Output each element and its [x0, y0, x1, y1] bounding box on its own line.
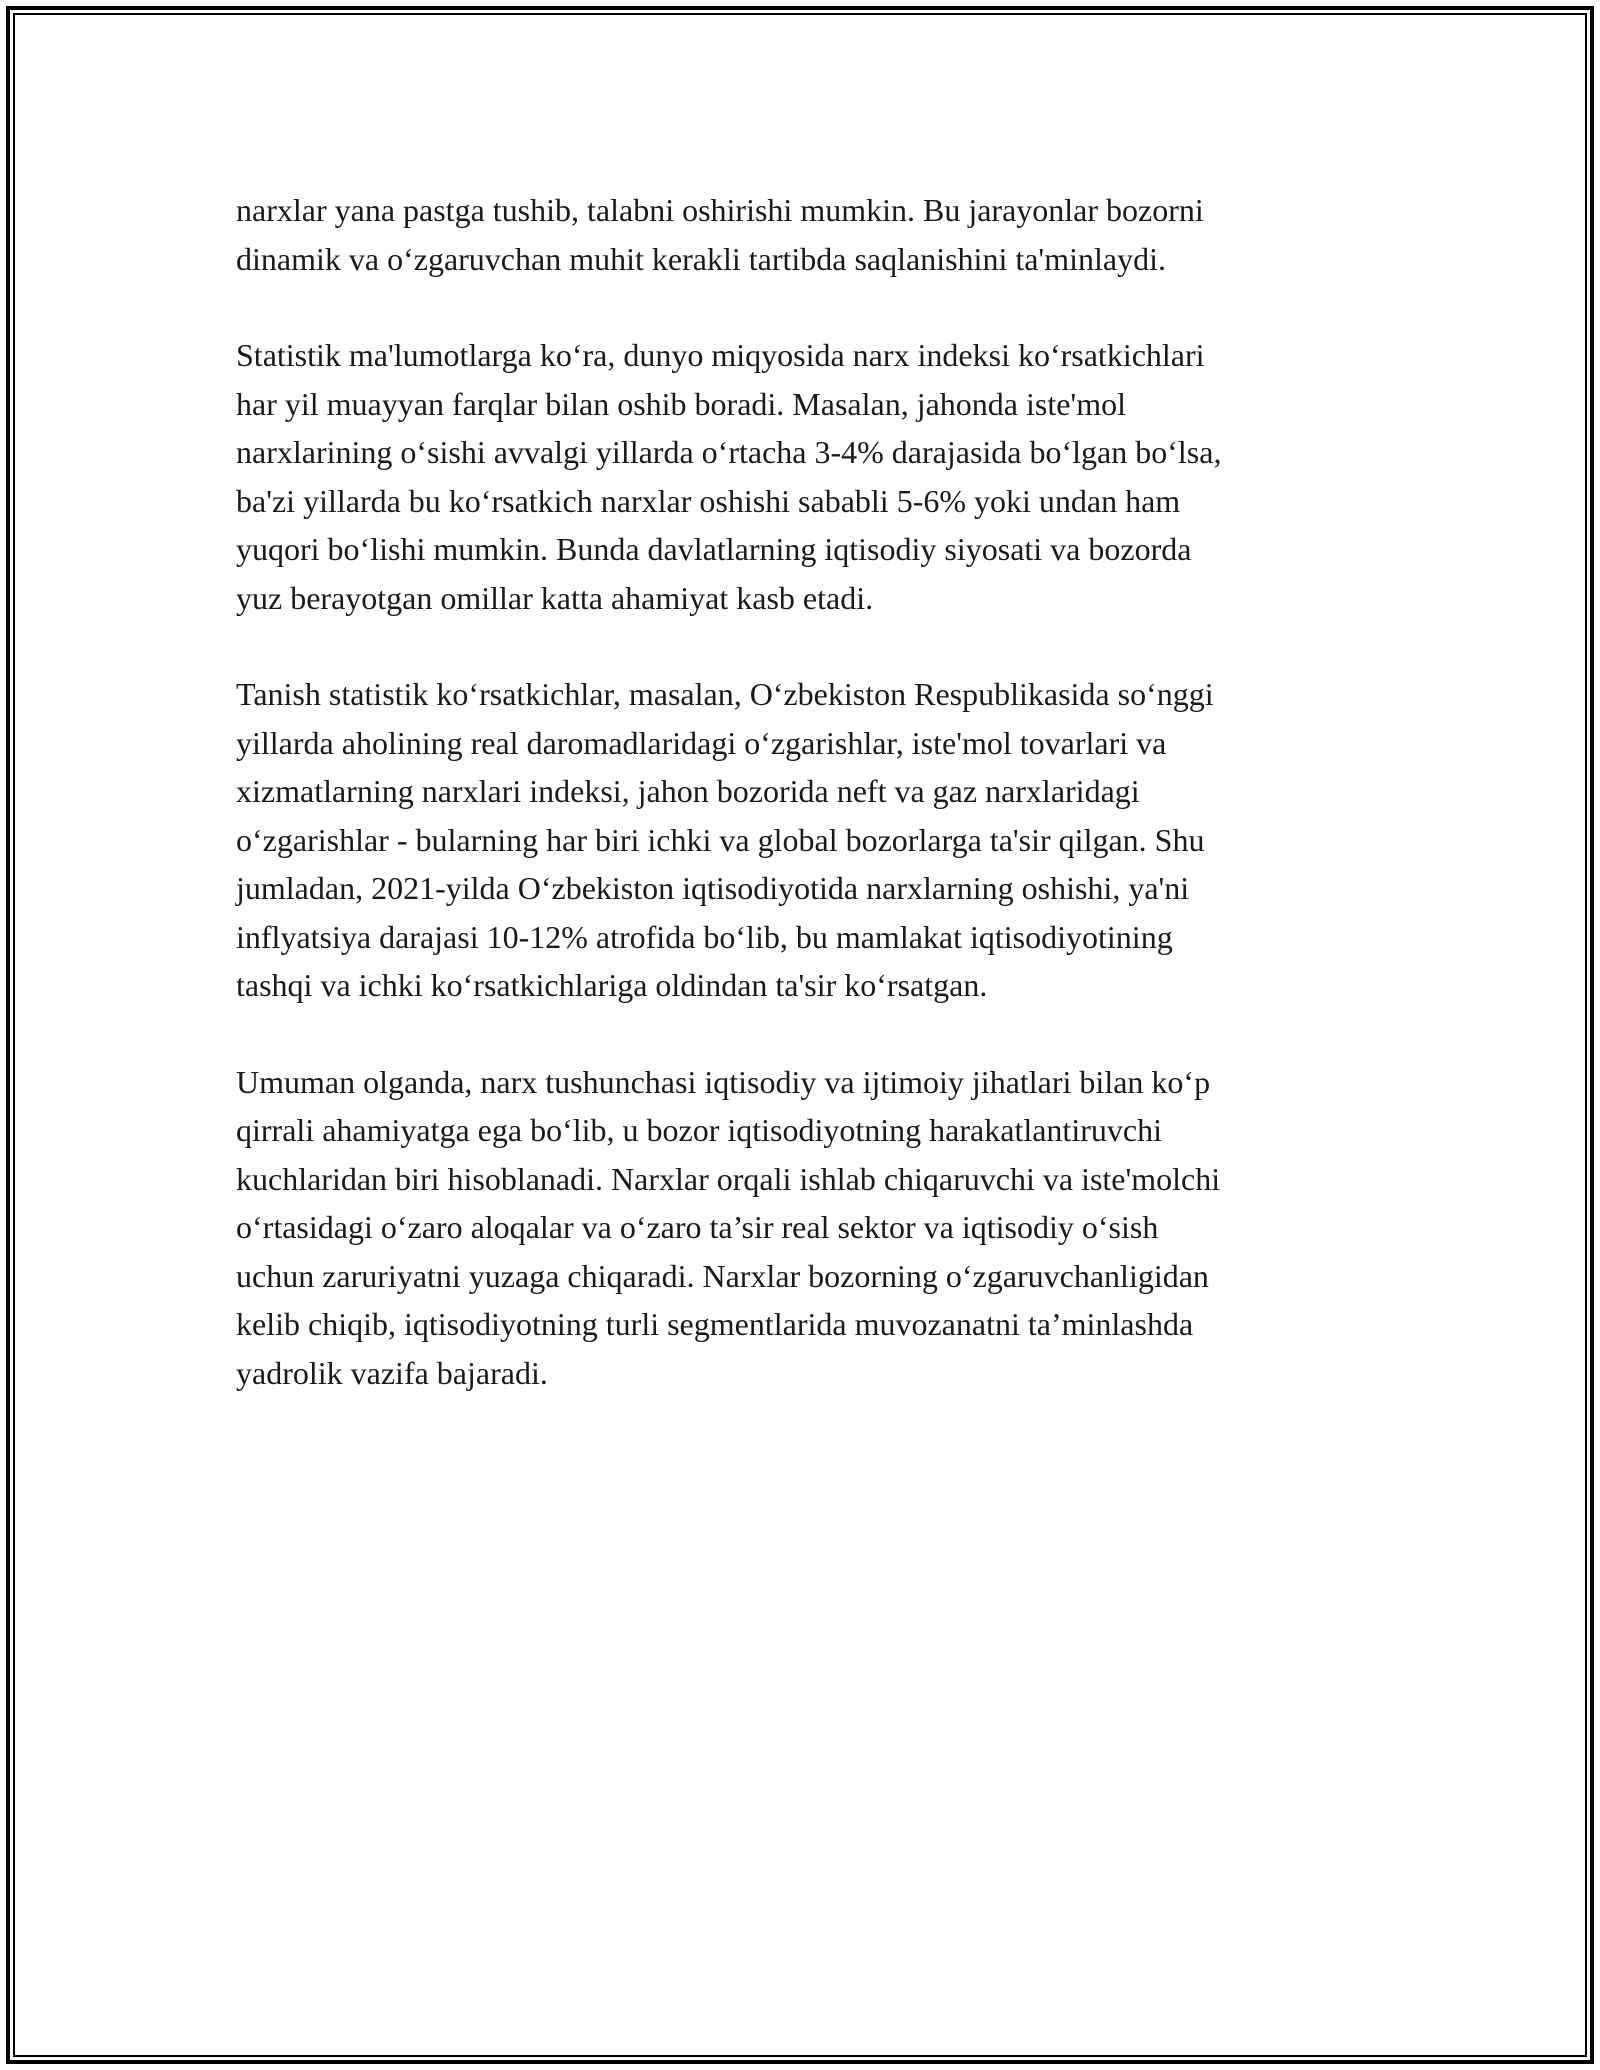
document-body	[236, 186, 1366, 1445]
paragraph-1: narxlar yana pastga tushib, talabni oshirishi mumkin. Bu jarayonlar bozorni dinamik va o‘zgaruvchan muhit kerakli tartibda saqlanishini ta'minlaydi.	[236, 192, 1204, 277]
paragraph-3: Tanish statistik ko‘rsatkichlar, masalan, O‘zbekiston Respublikasida so‘nggi yillarda aholining real daromadlaridagi o‘zgarishlar, iste'mol tovarlari va xizmatlarning narxlari indeksi, jahon bozorida neft va gaz narxlaridagi o‘zgarishlar - bularning har biri ichki va global bozorlarga ta'sir qilgan. Shu jumladan, 2021-yilda O‘zbekiston iqtisodiyotida narxlarning oshishi, ya'ni inflyatsiya darajasi 10-12% atrofida bo‘lib, bu mamlakat iqtisodiyotining tashqi va ichki ko‘rsatkichlariga oldindan ta'sir ko‘rsatgan.	[236, 676, 1214, 1003]
paragraph-4: Umuman olganda, narx tushunchasi iqtisodiy va ijtimoiy jihatlari bilan ko‘p qirrali ahamiyatga ega bo‘lib, u bozor iqtisodiyotning harakatlantiruvchi kuchlaridan biri hisoblanadi. Narxlar orqali ishlab chiqaruvchi va iste'molchi o‘rtasidagi o‘zaro aloqalar va o‘zaro ta’sir real sektor va iqtisodiy o‘sish uchun zaruriyatni yuzaga chiqaradi. Narxlar bozorning o‘zgaruvchanligidan kelib chiqib, iqtisodiyotning turli segmentlarida muvozanatni ta’minlashda yadrolik vazifa bajaradi.	[236, 1063, 1221, 1391]
paragraph-2: Statistik ma'lumotlarga ko‘ra, dunyo miqyosida narx indeksi ko‘rsatkichlari har yil muayyan farqlar bilan oshib boradi. Masalan, jahonda iste'mol narxlarining o‘sishi avvalgi yillarda o‘rtacha 3-4% darajasida bo‘lgan bo‘lsa, ba'zi yillarda bu ko‘rsatkich narxlar oshishi sababli 5-6% yoki undan ham yuqori bo‘lishi mumkin. Bunda davlatlarning iqtisodiy siyosati va bozorda yuz berayotgan omillar katta ahamiyat kasb etadi.	[236, 337, 1222, 616]
